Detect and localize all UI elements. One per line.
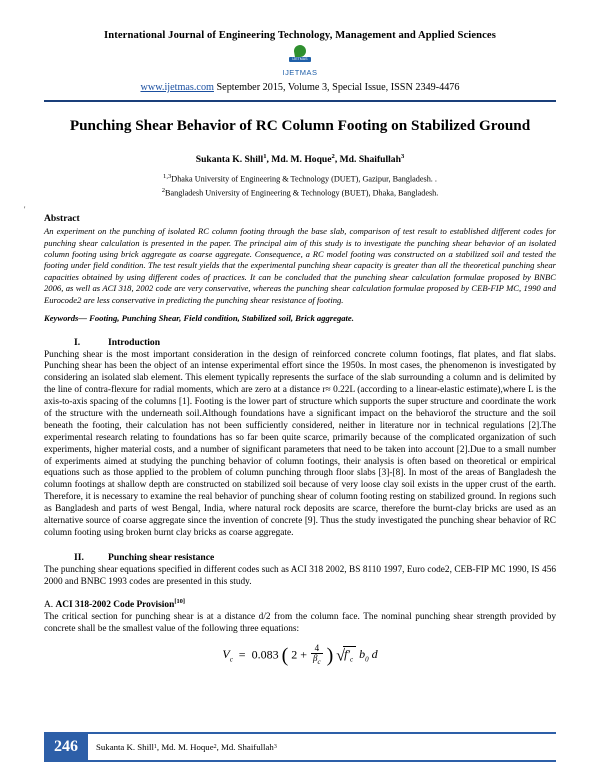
equation-inner-first: 2 bbox=[291, 646, 298, 661]
subsection-label: A. bbox=[44, 599, 54, 610]
fraction-numerator: 4 bbox=[311, 644, 323, 655]
logo-wordmark: IJETMAS bbox=[282, 68, 318, 77]
author-list: Sukanta K. Shill$^1$, Md. M. Hoque$^2$, Md. Shaifullah$^3$ bbox=[195, 152, 405, 165]
journal-title: International Journal of Engineering Technology, Management and Applied Sciences bbox=[104, 30, 496, 41]
header-divider bbox=[44, 100, 556, 102]
section-number-1: I. bbox=[74, 336, 81, 348]
section-heading-punching-shear-resistance bbox=[74, 552, 556, 563]
keywords: Keywords— Footing, Punching Shear, Field condition, Stabilized soil, Brick aggregate. bbox=[44, 313, 354, 324]
section-body-punching-shear-resistance: The punching shear equations specified in different codes such as ACI 318 2002, BS 8110 1997, Euro code2, CEB-FIP MC 1990, IS 456 2000 and BNBC 1993 codes are presented in this study. bbox=[44, 564, 556, 587]
section-title-1: Introduction bbox=[108, 336, 161, 348]
affiliation-1: $^{1,3}$Dhaka University of Engineering & Technology (DUET), Gazipur, Bangladesh. . bbox=[163, 172, 437, 184]
page-title: Punching Shear Behavior of RC Column Footing on Stabilized Ground bbox=[69, 117, 531, 134]
stray-apostrophe: ' bbox=[24, 205, 26, 214]
equation-lhs: $V_c$ bbox=[222, 646, 233, 664]
leaf-icon bbox=[293, 44, 307, 58]
equation-fraction bbox=[311, 644, 323, 667]
equation-radical-sign: √ bbox=[336, 646, 346, 664]
equation-open-paren: ( bbox=[281, 643, 289, 666]
logo-banner bbox=[289, 57, 311, 62]
logo-badge-text: IJETMAS bbox=[292, 57, 308, 61]
equation-sqrt-term: $f'_c$ bbox=[343, 646, 356, 663]
fraction-denominator: $\beta_c$ bbox=[313, 653, 321, 667]
abstract-body: An experiment on the punching of isolated RC column footing through the base slab, comparison of test result to established different codes for punching shear calculation is presented in the paper. The principal aim of this study is to investigate the punching shear behavior of an isolated column footing using brick aggregate as coarse aggregate. Consequence, a RC model footing was constructed on a stabilized soil and tested the footing under field condition. The test result yields that the experimental punching shear capacity is greater than all the theoretical punching shear capacities obtained by using different codes of practices. It can be concluded that the punching shear calculation formulae proposed by BNBC 2006, as well as ACI 318, 2002 code are very conservative, whereas the punching shear calculation formulae proposed by CEB-FIP MC, 1990 and Eurocode2 are less conservative in predicting the punching shear resistance of footing. bbox=[44, 226, 556, 305]
equation-plus: + bbox=[300, 646, 308, 661]
section-title-2: Punching shear resistance bbox=[108, 551, 215, 563]
affiliations bbox=[44, 172, 556, 199]
subsection-reference: [10] bbox=[174, 597, 185, 605]
journal-logo bbox=[44, 45, 556, 77]
equation-trailing-term: $b_0$ d bbox=[359, 646, 378, 664]
affiliation-2: $^2$Bangladesh University of Engineering & Technology (BUET), Dhaka, Bangladesh. bbox=[161, 186, 439, 198]
subsection-heading-aci-318-2002 bbox=[44, 598, 556, 610]
page-footer bbox=[44, 732, 556, 762]
subsection-title: ACI 318-2002 Code Provision bbox=[55, 599, 175, 610]
abstract-heading: Abstract bbox=[44, 213, 80, 225]
section-heading-introduction bbox=[74, 337, 556, 348]
ijetmas-logo-icon bbox=[287, 45, 313, 67]
equation-equals: = bbox=[235, 646, 249, 661]
section-number-2: II. bbox=[74, 551, 84, 563]
equation-close-paren: ) bbox=[326, 643, 334, 666]
equation-coefficient: 0.083 bbox=[251, 646, 279, 661]
equation-nominal-punching-shear bbox=[44, 644, 556, 667]
section-body-introduction: Punching shear is the most important consideration in the design of reinforced concrete column footings, flat plates, and flat slabs. Punching shear has been the object of an intense experimental effort since the 1950s. In most cases, the phenomenon is investigated by considering an isolated slab element. This element typically represents the surface of the slab surrounding a column and is delimited by the line of contra-flexure for radial moments, which are zero at a distance r≈ 0.22L (according to a linear-elastic estimate),where L is the axis-to-axis spacing of the columns [1]. Footing is the lower part of structure which supports the super structure and coordinate the work of the structure with the underneath soil.Although foundations have a significant impact on the behaviorof the structure and the soil beneath the footing, their calculation has not been sufficiently considered, neither in literature nor in technical regulations [2].The experimental research relating to foundations has so far been quite scarce, primarily because of the complicated organization of such experiments, higher material costs, and a number of significant parameters that need to be taken into account [2].Due to a small number of experiments aimed at studying the punching behavior of column footings, their analysis is often based on theoretical or empirical equations such as those applied to the problem of column punching through floor slabs [3]-[8]. In most of the areas of Bangladesh the column footings at shallow depth are constructed on stabilized soil because of very loose clay soil exists in the upper crust of the earth. Therefore, it is necessary to examine the real behavior of punching shear of column footing resting on stabilized ground. In regions such as Bangladesh and parts of west Bengal, India, where natural rock deposits are scarce, therefore the burnt-clay bricks are used as an alternative source of coarse aggregate since the invention of concrete [9]. Thus the study investigated the punching shear behavior of RC column footing using broken burnt clay bricks as coarse aggregate. bbox=[44, 349, 556, 538]
journal-website-link[interactable]: www.ijetmas.com bbox=[140, 82, 214, 93]
issue-line bbox=[44, 82, 556, 93]
issue-info: September 2015, Volume 3, Special Issue, ISSN 2349-4476 bbox=[216, 82, 460, 93]
running-authors: Sukanta K. Shill 1 , Md. M. Hoque 2 , Md. Shaifullah 3 bbox=[88, 732, 556, 762]
page-number: 246 bbox=[44, 732, 88, 762]
subsection-body: The critical section for punching shear is at a distance d/2 from the column face. The nominal punching shear strength provided by concrete shall be the smallest value of the following three equations: bbox=[44, 611, 556, 634]
